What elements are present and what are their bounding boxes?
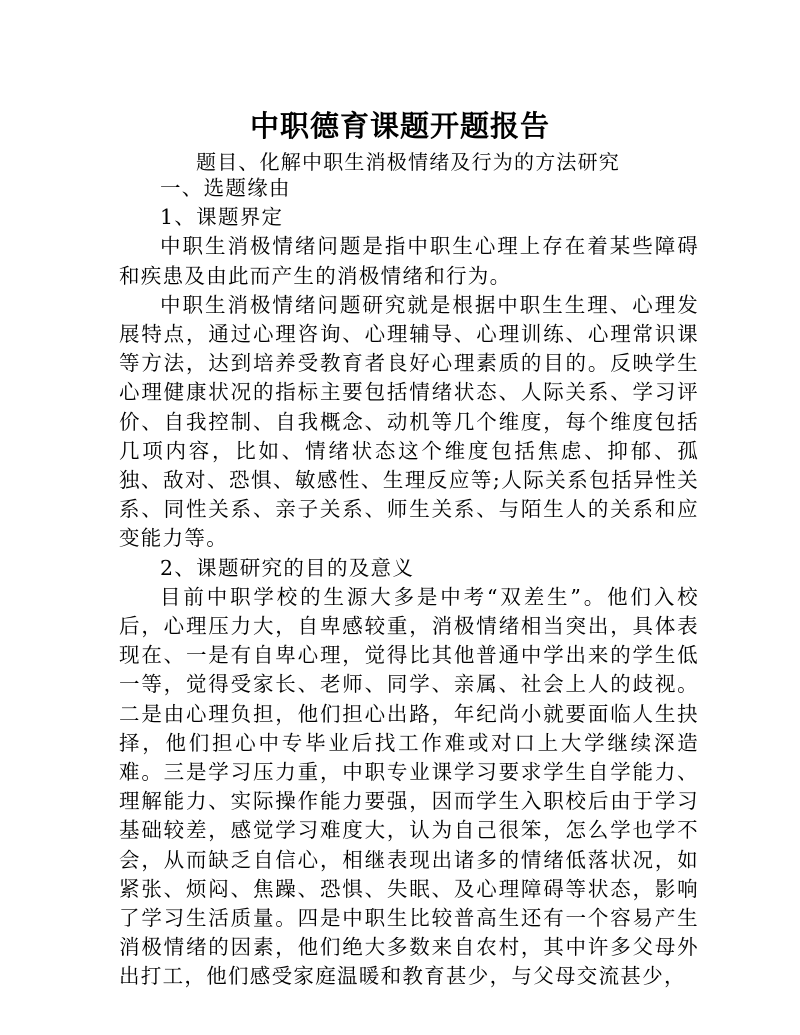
subsection-heading: 1、课题界定 [160,205,284,230]
section-heading: 一、选题缘由 [160,176,291,200]
paragraph: 中职生消极情绪问题研究就是根据中职生生理、心理发展特点，通过心理咨询、心理辅导、心理训练、心理常识课等方法，达到培养受教育者良好心理素质的目的。反映学生心理健康状况的指标主要包括情绪状态、人际关系、学习评价、自我控制、自我概念、动机等几个维度，每个维度包括几项内容，比如、情绪状态这个维度包括焦虑、抑郁、孤独、敌对、恐惧、敏感性、生理反应等;人际关系包括异性关系、同性关系、亲子关系、师生关系、与陌生人的关系和应变能力等。 [119,292,699,551]
paragraph: 中职生消极情绪问题是指中职生心理上存在着某些障碍和疾患及由此而产生的消极情绪和行为。 [119,234,699,288]
paragraph: 目前中职学校的生源大多是中考“双差生”。他们入校后，心理压力大，自卑感较重，消极情绪相当突出，具体表现在、一是有自卑心理，觉得比其他普通中学出来的学生低一等，觉得受家长、老师、同学、亲属、社会上人的歧视。二是由心理负担，他们担心出路，年纪尚小就要面临人生抉择，他们担心中专毕业后找工作难或对口上大学继续深造难。三是学习压力重，中职专业课学习要求学生自学能力、理解能力、实际操作能力要强，因而学生入职校后由于学习基础较差，感觉学习难度大，认为自己很笨，怎么学也学不会，从而缺乏自信心，相继表现出诸多的情绪低落状况，如紧张、烦闷、焦躁、恐惧、失眠、及心理障碍等状态，影响了学习生活质量。四是中职生比较普高生还有一个容易产生消极情绪的因素，他们绝大多数来自农村，其中许多父母外出打工，他们感受家庭温暖和教育甚少，与父母交流甚少， [119,584,699,989]
subsection-heading: 2、课题研究的目的及意义 [160,555,415,580]
document-body [119,174,699,992]
subtitle: 题目、化解中职生消极情绪及行为的方法研究 [196,150,620,174]
page-title: 中职德育课题开题报告 [249,109,550,143]
